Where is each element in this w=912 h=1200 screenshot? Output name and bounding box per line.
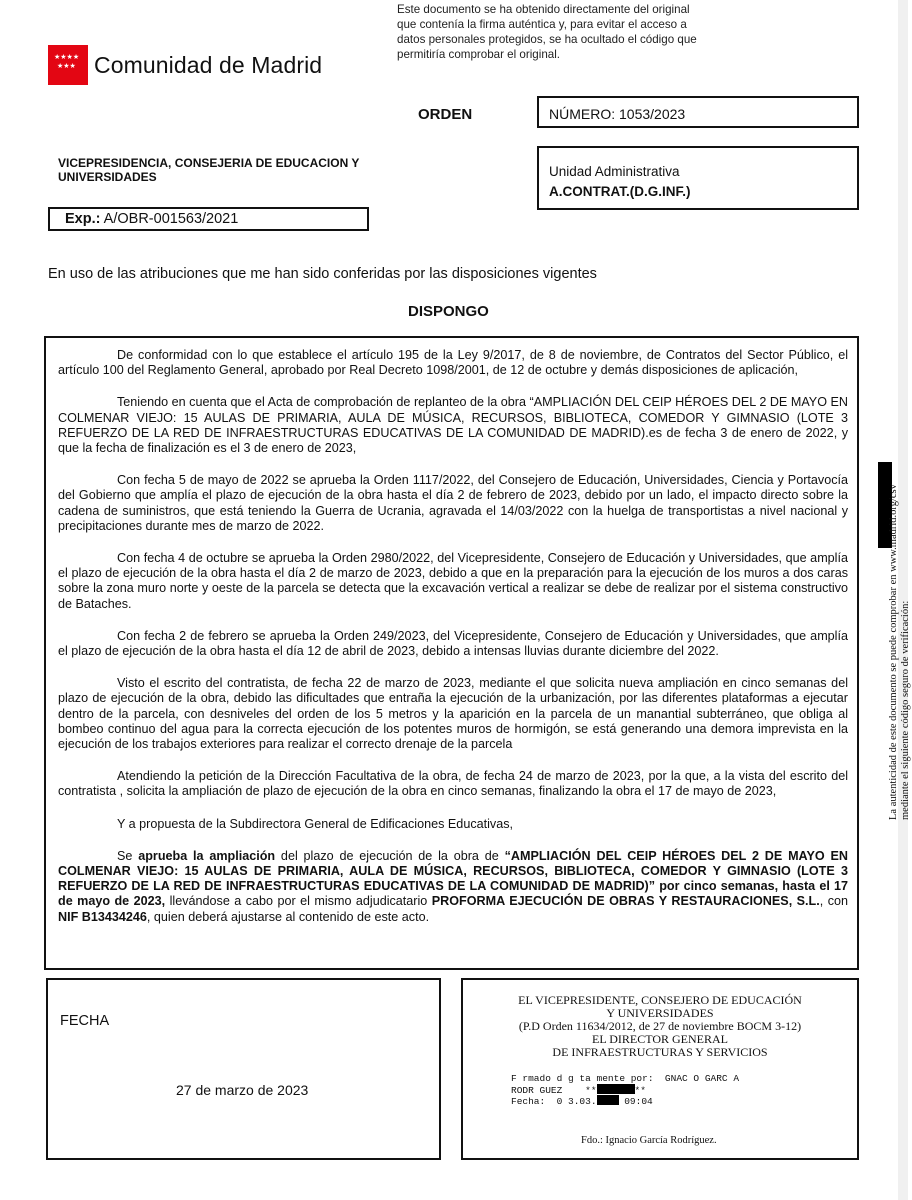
redaction-block <box>597 1084 635 1094</box>
unidad-value: A.CONTRAT.(D.G.INF.) <box>549 184 691 199</box>
paragraph: De conformidad con lo que establece el artículo 195 de la Ley 9/2017, de 8 de noviembre, de Contratos del Sector Público, el artículo 100 del Reglamento General, aprobado por Real Decreto 1098/2001, de 12 de octubre y demás disposiciones de aplicación, <box>58 348 848 378</box>
dispongo-heading: DISPONGO <box>408 303 489 320</box>
resolution-text: , con <box>819 894 849 909</box>
signatory-line: EL DIRECTOR GENERAL <box>592 1032 728 1046</box>
exp-value: A/OBR-001563/2021 <box>100 211 239 227</box>
numero-value: NÚMERO: 1053/2023 <box>549 106 686 122</box>
order-body <box>44 336 859 970</box>
department-name: VICEPRESIDENCIA, CONSEJERIA DE EDUCACION Y UNIVERSIDADES <box>58 156 360 184</box>
paragraph: Con fecha 4 de octubre se aprueba la Orden 2980/2022, del Vicepresidente, Consejero de Educación y Universidades, que amplía el plazo de ejecución de la obra hasta el día 2 de marzo de 2023, debido a que en la preparación para la ejecución de los muros a dos caras sobre la zona muro norte y oeste de la parcela se detecta que la excavación vertical a realizar se debe de realizar por el sistema constructivo de Bataches. <box>58 551 848 611</box>
signatory-title <box>463 994 857 1059</box>
intro-text: En uso de las atribuciones que me han sido conferidas por las disposiciones vigentes <box>48 266 597 282</box>
resolution-bold: PROFORMA EJECUCIÓN DE OBRAS Y RESTAURACIONES, S.L. <box>431 894 820 909</box>
resolution-bold: “AMPLIACIÓN DEL CEIP HÉROES DEL 2 DE MAYO EN COLMENAR VIEJO: 15 AULAS DE PRIMARIA, AULA DE MÚSICA, RECURSOS, BIBLIOTECA, COMEDOR Y GIMNASIO (LOTE 3 REFUERZO DE LA RED DE INFRAESTRUCTURAS EDUCATIVAS DE LA COMUNIDAD DE MADRID)” <box>58 848 848 894</box>
fecha-value: 27 de marzo de 2023 <box>176 1082 309 1098</box>
paragraph: Visto el escrito del contratista, de fecha 22 de marzo de 2023, mediante el que solicita nueva ampliación en cinco semanas del plazo de ejecución de la obra, debido las dificultades que entraña la ejecución de la urbanización, por las diferentes plataformas a ejecutar dentro de la parcela, con desniveles del orden de los 5 metros y la aparición en la parcela de un manantial subterráneo, que obliga al bombeo continuo del agua para la correcta ejecución de los potentes muros de hormigón, se está generando una demora imprevista en la ejecución de los trabajos exteriores para realizar el correcto drenaje de la parcela <box>58 676 848 752</box>
exp-label: Exp.: <box>65 211 101 227</box>
paragraph: Con fecha 2 de febrero se aprueba la Orden 249/2023, del Vicepresidente, Consejero de Educación y Universidades, que amplía el plazo de ejecución de la obra hasta el día 12 de abril de 2023, debido a intensas lluvias durante diciembre del 2022. <box>58 628 848 659</box>
madrid-flag-icon: ★★★★ ★★★ <box>48 45 88 85</box>
signature-time: 09:04 <box>618 1096 653 1107</box>
resolution-bold: NIF B13434246 <box>58 909 147 924</box>
resolution-text: del plazo de ejecución de la obra de <box>275 848 505 863</box>
comunidad-madrid-logo <box>48 44 368 86</box>
signatory-line: Y UNIVERSIDADES <box>606 1006 714 1020</box>
signature-box <box>461 978 859 1160</box>
signer-name: ** <box>634 1085 646 1096</box>
authenticity-side-note: La autenticidad de este documento se puede comprobar en www.madrid.org/csv mediante el siguiente código seguro de verificación: <box>888 484 911 820</box>
redaction-block <box>597 1095 619 1105</box>
signatory-line: EL VICEPRESIDENTE, CONSEJERO DE EDUCACIÓN <box>518 993 802 1007</box>
paragraph: Atendiendo la petición de la Dirección Facultativa de la obra, de fecha 24 de marzo de 2023, por la que, a la vista del escrito del contratista , solicita la ampliación de plazo de ejecución de la obra en cinco semanas, finalizando la obra el 17 de mayo de 2023, <box>58 769 848 799</box>
resolution-text: , quien deberá ajustarse al contenido de este acto. <box>146 909 430 924</box>
privacy-notice: Este documento se ha obtenido directamente del original que contenía la firma auténtica y, para evitar el acceso a datos personales protegidos, se ha ocultado el código que permitiría comprobar el original. <box>397 3 697 61</box>
resolution-bold: aprueba la ampliación <box>138 848 276 863</box>
orden-label: ORDEN <box>418 106 473 123</box>
unidad-label: Unidad Administrativa <box>549 164 680 179</box>
resolution-paragraph <box>58 849 848 925</box>
fecha-label: FECHA <box>60 1013 110 1029</box>
unidad-box <box>537 146 859 210</box>
numero-box <box>537 96 859 128</box>
signer-name: RODR GUEZ ** <box>511 1085 597 1096</box>
paragraph: Teniendo en cuenta que el Acta de comprobación de replanteo de la obra “AMPLIACIÓN DEL CEIP HÉROES DEL 2 DE MAYO EN COLMENAR VIEJO: 15 AULAS DE PRIMARIA, AULA DE MÚSICA, RECURSOS, BIBLIOTECA, COMEDOR Y GIMNASIO (LOTE 3 REFUERZO DE LA RED DE INFRAESTRUCTURAS EDUCATIVAS DE LA COMUNIDAD DE MADRID).es de fecha 3 de enero de 2022, y que la fecha de finalización es el 3 de enero de 2023, <box>58 395 848 456</box>
expediente-box <box>48 207 369 231</box>
signature-date: Fecha: 0 3.03. <box>511 1096 597 1107</box>
logo-text: Comunidad de Madrid <box>94 51 323 78</box>
signature-date-line <box>511 1095 653 1108</box>
fecha-box <box>46 978 441 1160</box>
paragraph: Y a propuesta de la Subdirectora General de Edificaciones Educativas, <box>117 816 514 831</box>
signatory-line: (P.D Orden 11634/2012, de 27 de noviembre BOCM 3-12) <box>518 1019 802 1033</box>
signatory-line: DE INFRAESTRUCTURAS Y SERVICIOS <box>552 1045 768 1059</box>
resolution-bold: por cinco semanas, hasta el 17 de mayo de 2023, <box>58 879 848 909</box>
digital-signature-line: F rmado d g ta mente por: GNAC O GARC A <box>511 1073 740 1084</box>
resolution-text: llevándose a cabo por el mismo adjudicatario <box>165 894 432 909</box>
signed-by: Fdo.: Ignacio García Rodríguez. <box>581 1135 717 1146</box>
paragraph: Con fecha 5 de mayo de 2022 se aprueba la Orden 1117/2022, del Consejero de Educación, Universidades, Ciencia y Portavocía del Gobierno que amplía el plazo de ejecución de la obra hasta el día 2 de febrero de 2023, debido por un lado, el impacto directo sobre la cadena de suministros, que está teniendo la Guerra de Ucrania, agravada el 14/03/2022 con la huelga de transportistas a nivel nacional y precipitaciones durante mes de marzo de 2022. <box>58 473 848 533</box>
resolution-text: Se <box>117 848 139 863</box>
